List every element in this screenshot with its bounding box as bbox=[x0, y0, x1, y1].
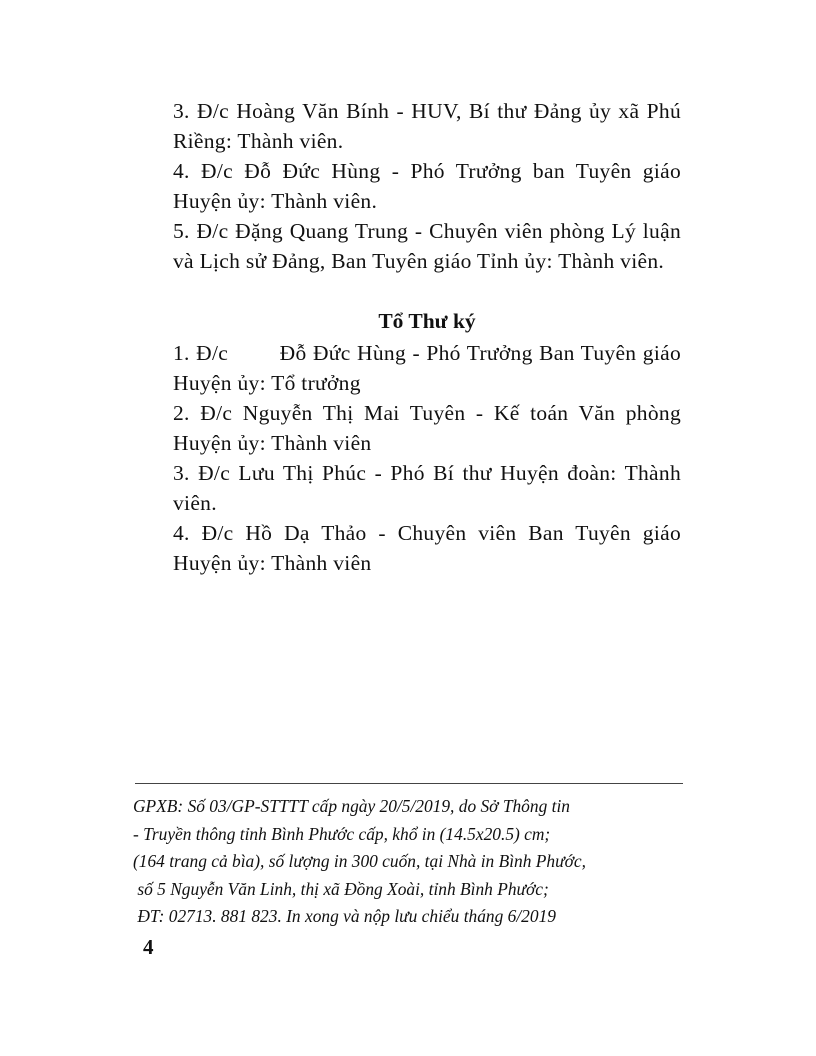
secretary-paragraph-3: 3. Đ/c Lưu Thị Phúc - Phó Bí thư Huyện đoàn: Thành viên. bbox=[173, 461, 681, 515]
imprint-divider bbox=[135, 783, 683, 784]
page-number: 4 bbox=[143, 935, 154, 959]
publication-imprint bbox=[133, 793, 693, 931]
imprint-line: (164 trang cả bìa), số lượng in 300 cuốn, tại Nhà in Bình Phước, bbox=[133, 851, 586, 871]
imprint-line: ĐT: 02713. 881 823. In xong và nộp lưu chiểu tháng 6/2019 bbox=[133, 906, 556, 926]
secretary-paragraph-2: 2. Đ/c Nguyễn Thị Mai Tuyên - Kế toán Văn phòng Huyện ủy: Thành viên bbox=[173, 401, 681, 455]
imprint-line: - Truyền thông tỉnh Bình Phước cấp, khổ in (14.5x20.5) cm; bbox=[133, 823, 551, 844]
secretary-paragraph-4: 4. Đ/c Hồ Dạ Thảo - Chuyên viên Ban Tuyên giáo Huyện ủy: Thành viên bbox=[173, 521, 681, 575]
member-paragraph-4: 4. Đ/c Đỗ Đức Hùng - Phó Trưởng ban Tuyên giáo Huyện ủy: Thành viên. bbox=[173, 159, 681, 213]
imprint-line: số 5 Nguyễn Văn Linh, thị xã Đồng Xoài, tỉnh Bình Phước; bbox=[133, 878, 549, 899]
secretary-paragraph-1: 1. Đ/c Đỗ Đức Hùng - Phó Trưởng Ban Tuyên giáo Huyện ủy: Tổ trưởng bbox=[173, 341, 687, 395]
member-paragraph-5: 5. Đ/c Đặng Quang Trung - Chuyên viên phòng Lý luận và Lịch sử Đảng, Ban Tuyên giáo Tỉnh ủy: Thành viên. bbox=[173, 219, 681, 273]
imprint-line: GPXB: Số 03/GP-STTTT cấp ngày 20/5/2019, do Sở Thông tin bbox=[133, 796, 570, 816]
member-paragraph-3: 3. Đ/c Hoàng Văn Bính - HUV, Bí thư Đảng ủy xã Phú Riềng: Thành viên. bbox=[173, 99, 681, 153]
section-heading: Tổ Thư ký bbox=[378, 309, 476, 333]
